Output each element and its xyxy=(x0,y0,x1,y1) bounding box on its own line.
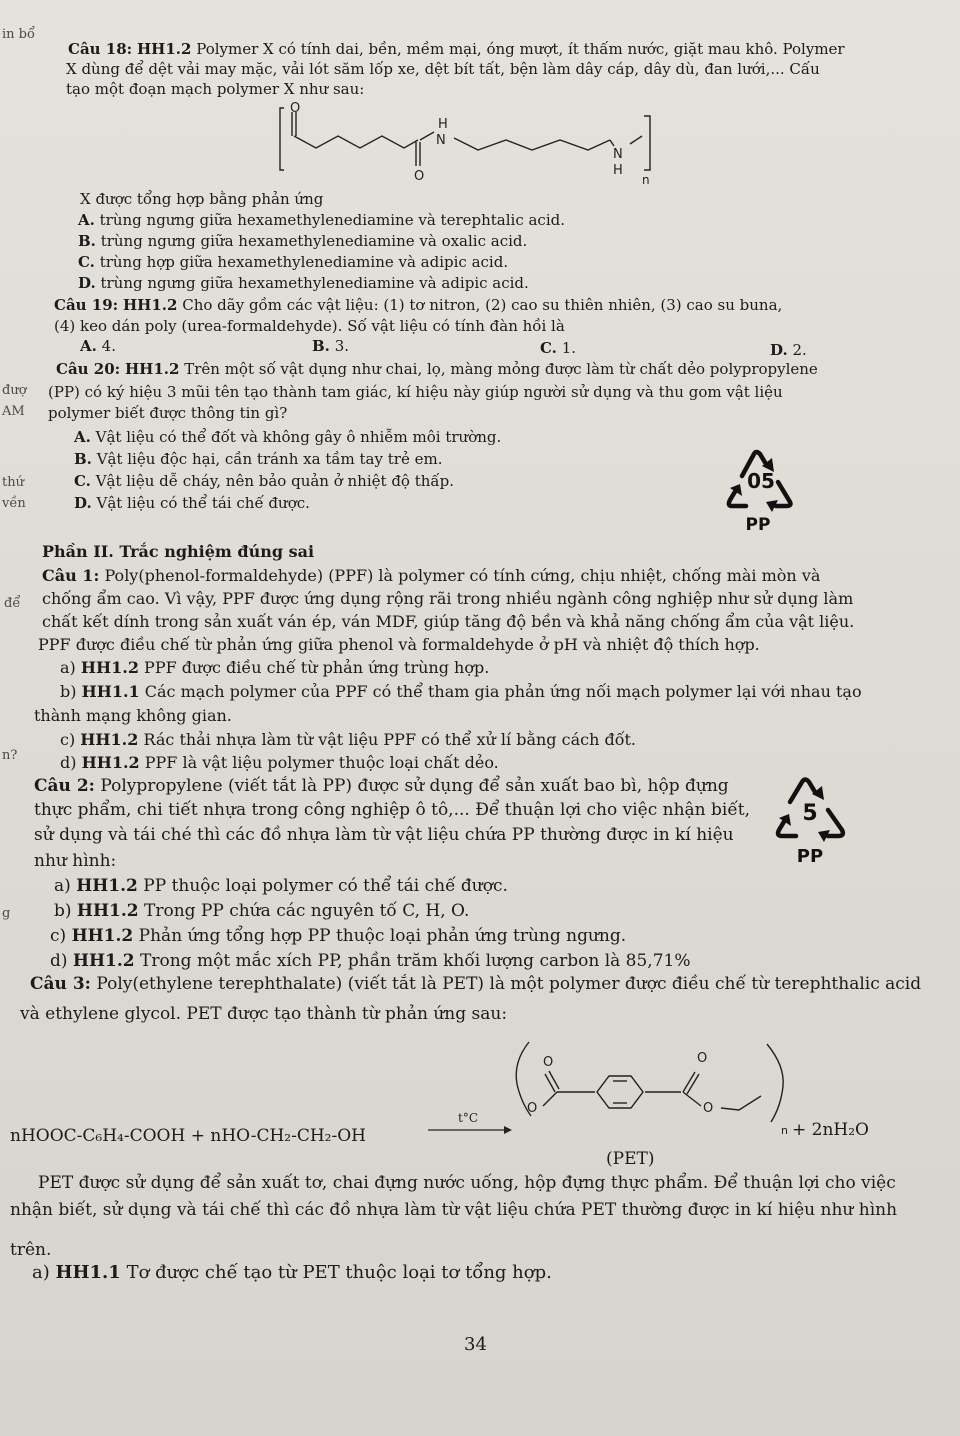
part2-heading: Phần II. Trắc nghiệm đúng sai xyxy=(42,542,315,561)
n-bottom-label: N xyxy=(613,147,623,162)
recycle-number: 05 xyxy=(747,469,775,493)
q20-option-a: A. Vật liệu có thể đốt và không gây ô nhiễm môi trường. xyxy=(74,428,502,446)
o-label: O xyxy=(543,1055,554,1070)
recycle-label: PP xyxy=(745,515,771,535)
q20-line2: (PP) có ký hiệu 3 mũi tên tạo thành tam giác, kí hiệu này giúp người sử dụng và thu gom vật liệu xyxy=(48,383,783,401)
p2q2-line3: sử dụng và tái ché thì các đồ nhựa làm từ vật liệu chứa PP thường được in kí hiệu xyxy=(34,825,734,845)
recycle-number: 5 xyxy=(802,801,818,826)
p2q1-item-b: b) HH1.1 Các mạch polymer của PPF có thể tham gia phản ứng nối mạch polymer lại với nhau tạo xyxy=(60,682,862,701)
q19-option-d: D. 2. xyxy=(770,341,807,359)
p2q1-line3: chất kết dính trong sản xuất ván ép, ván MDF, giúp tăng độ bền và khả năng chống ẩm của vật liệu. xyxy=(42,612,855,631)
subscript-n: n xyxy=(781,1124,788,1137)
q18-line2: X dùng để dệt vải may mặc, vải lót săm lốp xe, dệt bít tất, bện làm dây cáp, dây dù, đan lưới,... Cấu xyxy=(66,60,820,78)
q18-code: HH1.2 xyxy=(136,40,192,58)
reaction-condition: t°C xyxy=(458,1111,479,1125)
margin-note: đượ xyxy=(2,383,27,398)
n-top-label: N xyxy=(436,133,446,148)
q18-option-c: C. trùng hợp giữa hexamethylenediamine và adipic acid. xyxy=(78,253,509,271)
reaction-arrow xyxy=(424,1108,514,1138)
q19-option-c: C. 1. xyxy=(540,339,576,357)
p2q2-line4: như hình: xyxy=(34,851,117,871)
q18-option-b: B. trùng ngưng giữa hexamethylenediamine và oxalic acid. xyxy=(78,232,528,250)
p2q2-item-d: d) HH1.2 Trong một mắc xích PP, phần trăm khối lượng carbon là 85,71% xyxy=(50,951,691,971)
p2q3-line5: trên. xyxy=(10,1240,52,1260)
recycle-label: PP xyxy=(796,846,824,867)
q20-line3: polymer biết được thông tin gì? xyxy=(48,404,288,422)
q19-option-b: B. 3. xyxy=(312,337,349,355)
p2q2-item-c: c) HH1.2 Phản ứng tổng hợp PP thuộc loại phản ứng trùng ngưng. xyxy=(50,926,627,946)
margin-note: thứ xyxy=(2,475,24,490)
margin-note: vền xyxy=(2,496,26,511)
q19-option-a: A. 4. xyxy=(80,337,116,355)
q18-prompt: X được tổng hợp bằng phản ứng xyxy=(80,190,324,208)
p2q1-item-d: d) HH1.2 PPF là vật liệu polymer thuộc loại chất dẻo. xyxy=(60,753,499,772)
q18-text: Polymer X có tính dai, bền, mềm mại, óng mượt, ít thấm nước, giặt mau khô. Polymer xyxy=(196,40,845,58)
recycle-symbol-pp-05 xyxy=(716,440,806,540)
page-number: 34 xyxy=(464,1334,487,1355)
q18-line1 xyxy=(68,40,845,58)
margin-note: để xyxy=(4,596,21,611)
p2q3-line4: nhận biết, sử dụng và tái chế thì các đồ nhựa làm từ vật liệu chứa PET thường được in kí hiệu như hình xyxy=(10,1200,898,1220)
p2q2-line1: Câu 2: Polypropylene (viết tắt là PP) được sử dụng để sản xuất bao bì, hộp đựng xyxy=(34,776,729,796)
q18-number: Câu 18: xyxy=(68,40,133,58)
q19-code: HH1.2 xyxy=(122,296,178,314)
margin-note-top: in bổ xyxy=(2,27,35,42)
h-top-label: H xyxy=(438,117,448,132)
o-label: O xyxy=(697,1051,708,1066)
p2q1-line4: PPF được điều chế từ phản ứng giữa phenol và formaldehyde ở pH và nhiệt độ thích hợp. xyxy=(38,635,760,654)
o-label: O xyxy=(703,1101,714,1116)
p2q2-line2: thực phẩm, chi tiết nhựa trong công nghiệp ô tô,... Để thuận lợi cho việc nhận biết, xyxy=(34,800,751,820)
q18-line3: tạo một đoạn mạch polymer X như sau: xyxy=(66,80,365,98)
q20-option-c: C. Vật liệu dễ cháy, nên bảo quản ở nhiệt độ thấp. xyxy=(74,472,454,490)
margin-note: AM xyxy=(2,404,25,419)
q20-option-b: B. Vật liệu độc hại, cần tránh xa tầm tay trẻ em. xyxy=(74,450,443,468)
q19-number: Câu 19: xyxy=(54,296,119,314)
reactants: nHOOC-C₆H₄-COOH + nHO-CH₂-CH₂-OH xyxy=(10,1126,366,1146)
nylon-structure-diagram xyxy=(270,100,670,192)
q18-option-d: D. trùng ngưng giữa hexamethylenediamine và adipic acid. xyxy=(78,274,529,292)
p2q1-line1: Câu 1: Poly(phenol-formaldehyde) (PPF) là polymer có tính cứng, chịu nhiệt, chống mài mòn và xyxy=(42,566,821,585)
p2q1-item-a: a) HH1.2 PPF được điều chế từ phản ứng trùng hợp. xyxy=(60,658,490,677)
o-bottom-label: O xyxy=(414,169,425,184)
q19-line2: (4) keo dán poly (urea-formaldehyde). Số vật liệu có tính đàn hồi là xyxy=(54,317,565,335)
q20-code: HH1.2 xyxy=(124,360,180,378)
q20-line1: Câu 20: HH1.2 Trên một số vật dụng như chai, lọ, màng mỏng được làm từ chất dẻo polypropylene xyxy=(56,360,818,378)
q19-line1: Câu 19: HH1.2 Cho dãy gồm các vật liệu: (1) tơ nitron, (2) cao su thiên nhiên, (3) cao su buna, xyxy=(54,296,783,314)
margin-note: n? xyxy=(2,748,18,763)
p2q3-item-a: a) HH1.1 Tơ được chế tạo từ PET thuộc loại tơ tổng hợp. xyxy=(32,1262,552,1283)
pet-label: (PET) xyxy=(606,1149,655,1169)
p2q3-line3: PET được sử dụng để sản xuất tơ, chai đựng nước uống, hộp đựng thực phẩm. Để thuận lợi cho việc xyxy=(38,1173,896,1193)
o-top-label: O xyxy=(290,101,301,116)
margin-note: g xyxy=(2,906,11,921)
byproduct: + 2nH₂O xyxy=(792,1120,869,1140)
h-bottom-label: H xyxy=(613,163,623,178)
recycle-symbol-pp-5 xyxy=(770,770,860,870)
q20-number: Câu 20: xyxy=(56,360,121,378)
p2q3-line1: Câu 3: Poly(ethylene terephthalate) (viết tắt là PET) là một polymer được điều chế từ terephthalic acid xyxy=(30,974,922,994)
p2q2-item-a: a) HH1.2 PP thuộc loại polymer có thể tái chế được. xyxy=(54,876,508,896)
q18-option-a: A. trùng ngưng giữa hexamethylenediamine và terephtalic acid. xyxy=(78,211,566,229)
p2q1-item-b-cont: thành mạng không gian. xyxy=(34,706,232,725)
p2q1-item-c: c) HH1.2 Rác thải nhựa làm từ vật liệu PPF có thể xử lí bằng cách đốt. xyxy=(60,730,637,749)
p2q3-line2: và ethylene glycol. PET được tạo thành từ phản ứng sau: xyxy=(20,1004,508,1024)
subscript-n: n xyxy=(642,173,650,187)
pet-structure-diagram xyxy=(505,1036,805,1146)
o-label: O xyxy=(527,1101,538,1116)
p2q1-line2: chống ẩm cao. Vì vậy, PPF được ứng dụng rộng rãi trong nhiều ngành công nghiệp như sử dụng làm xyxy=(42,589,854,608)
q20-option-d: D. Vật liệu có thể tái chế được. xyxy=(74,494,310,512)
p2q2-item-b: b) HH1.2 Trong PP chứa các nguyên tố C, H, O. xyxy=(54,901,470,921)
